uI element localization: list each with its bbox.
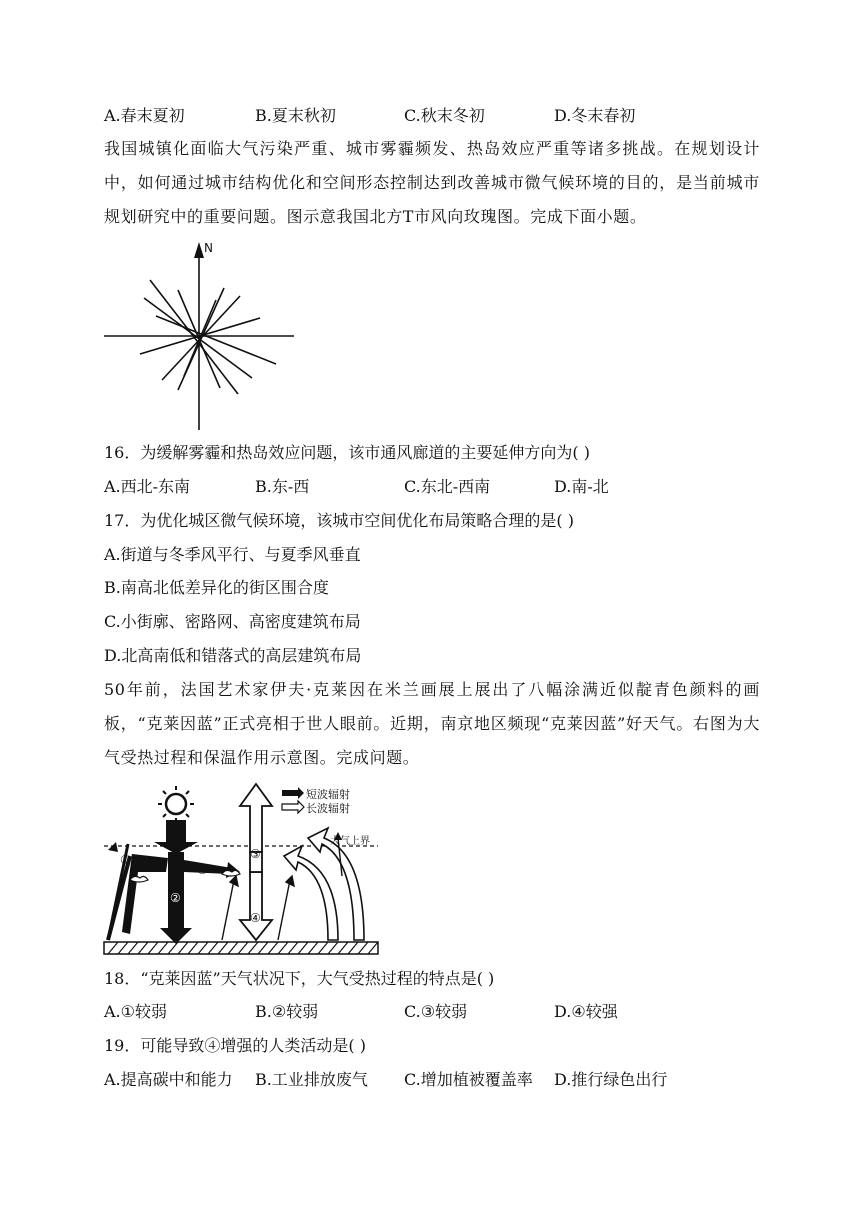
label-3: ③	[250, 847, 261, 861]
q18-option-d: D.④较强	[554, 1002, 618, 1021]
label-1-right: ①	[197, 863, 208, 877]
atmosphere-heating-diagram	[102, 782, 380, 958]
q16-stem: 16．为缓解雾霾和热岛效应问题，该市通风廊道的主要延伸方向为( )	[104, 443, 590, 462]
passage-klein-blue: 50年前，法国艺术家伊夫·克莱因在米兰画展上展出了八幅涂满近似靛青色颜料的画板，“克莱因蓝”正式亮相于世人眼前。近期，南京地区频现“克莱因蓝”好天气。右图为大气受热过程和保温作用示意图。完成问题。	[104, 680, 760, 767]
sun-icon	[158, 786, 194, 822]
q16-option-d: D.南-北	[554, 477, 609, 496]
label-1-left: ①	[120, 853, 131, 867]
q19-option-a: A.提高碳中和能力	[104, 1070, 233, 1089]
arrow-4	[240, 872, 272, 940]
q19-option-c: C.增加植被覆盖率	[404, 1070, 533, 1089]
legend	[282, 787, 304, 813]
arrow-3	[240, 784, 272, 852]
q17-option-d: D.北高南低和错落式的高层建筑布局	[104, 646, 362, 665]
q15-option-a: A.春末夏初	[104, 106, 185, 125]
label-4: ④	[250, 911, 261, 925]
passage-wind-rose: 我国城镇化面临大气污染严重、城市雾霾频发、热岛效应严重等诸多挑战。在规划设计中，如何通过城市结构优化和空间形态控制达到改善城市微气候环境的目的，是当前城市规划研究中的重要问题。图示意我国北方T市风向玫瑰图。完成下面小题。	[104, 139, 760, 226]
upper-atmosphere-label: 大气上界	[330, 836, 370, 847]
q16-option-b: B.东-西	[255, 477, 310, 496]
q15-option-b: B.夏末秋初	[255, 106, 336, 125]
wind-rose-figure	[100, 238, 300, 434]
q19-option-d: D.推行绿色出行	[554, 1070, 668, 1089]
short-wave-legend-icon	[282, 787, 304, 799]
q16-option-c: C.东北-西南	[404, 477, 491, 496]
north-label: N	[204, 241, 213, 255]
q18-stem: 18．“克莱因蓝”天气状况下，大气受热过程的特点是( )	[104, 969, 495, 988]
q17-option-a: A.街道与冬季风平行、与夏季风垂直	[104, 545, 361, 564]
q15-option-d: D.冬末春初	[554, 106, 636, 125]
q17-option-c: C.小街廓、密路网、高密度建筑布局	[104, 612, 361, 631]
q19-stem: 19．可能导致④增强的人类活动是( )	[104, 1036, 366, 1055]
q17-stem: 17．为优化城区微气候环境，该城市空间优化布局策略合理的是( )	[104, 511, 574, 530]
q18-option-c: C.③较弱	[404, 1002, 468, 1021]
q17-option-b: B.南高北低差异化的街区围合度	[104, 578, 329, 597]
cloud-icon	[222, 870, 240, 876]
north-arrow-icon	[194, 242, 204, 258]
long-wave-legend-icon	[282, 801, 304, 813]
q15-option-c: C.秋末冬初	[404, 106, 485, 125]
legend-long-wave: 长波辐射	[306, 802, 350, 815]
legend-short-wave: 短波辐射	[306, 788, 350, 801]
label-2: ②	[170, 891, 181, 905]
q19-option-b: B.工业排放废气	[255, 1070, 368, 1089]
cloud-icon	[130, 876, 148, 882]
q18-option-b: B.②较弱	[255, 1002, 319, 1021]
q16-option-a: A.西北-东南	[104, 477, 191, 496]
q18-option-a: A.①较弱	[104, 1002, 167, 1021]
